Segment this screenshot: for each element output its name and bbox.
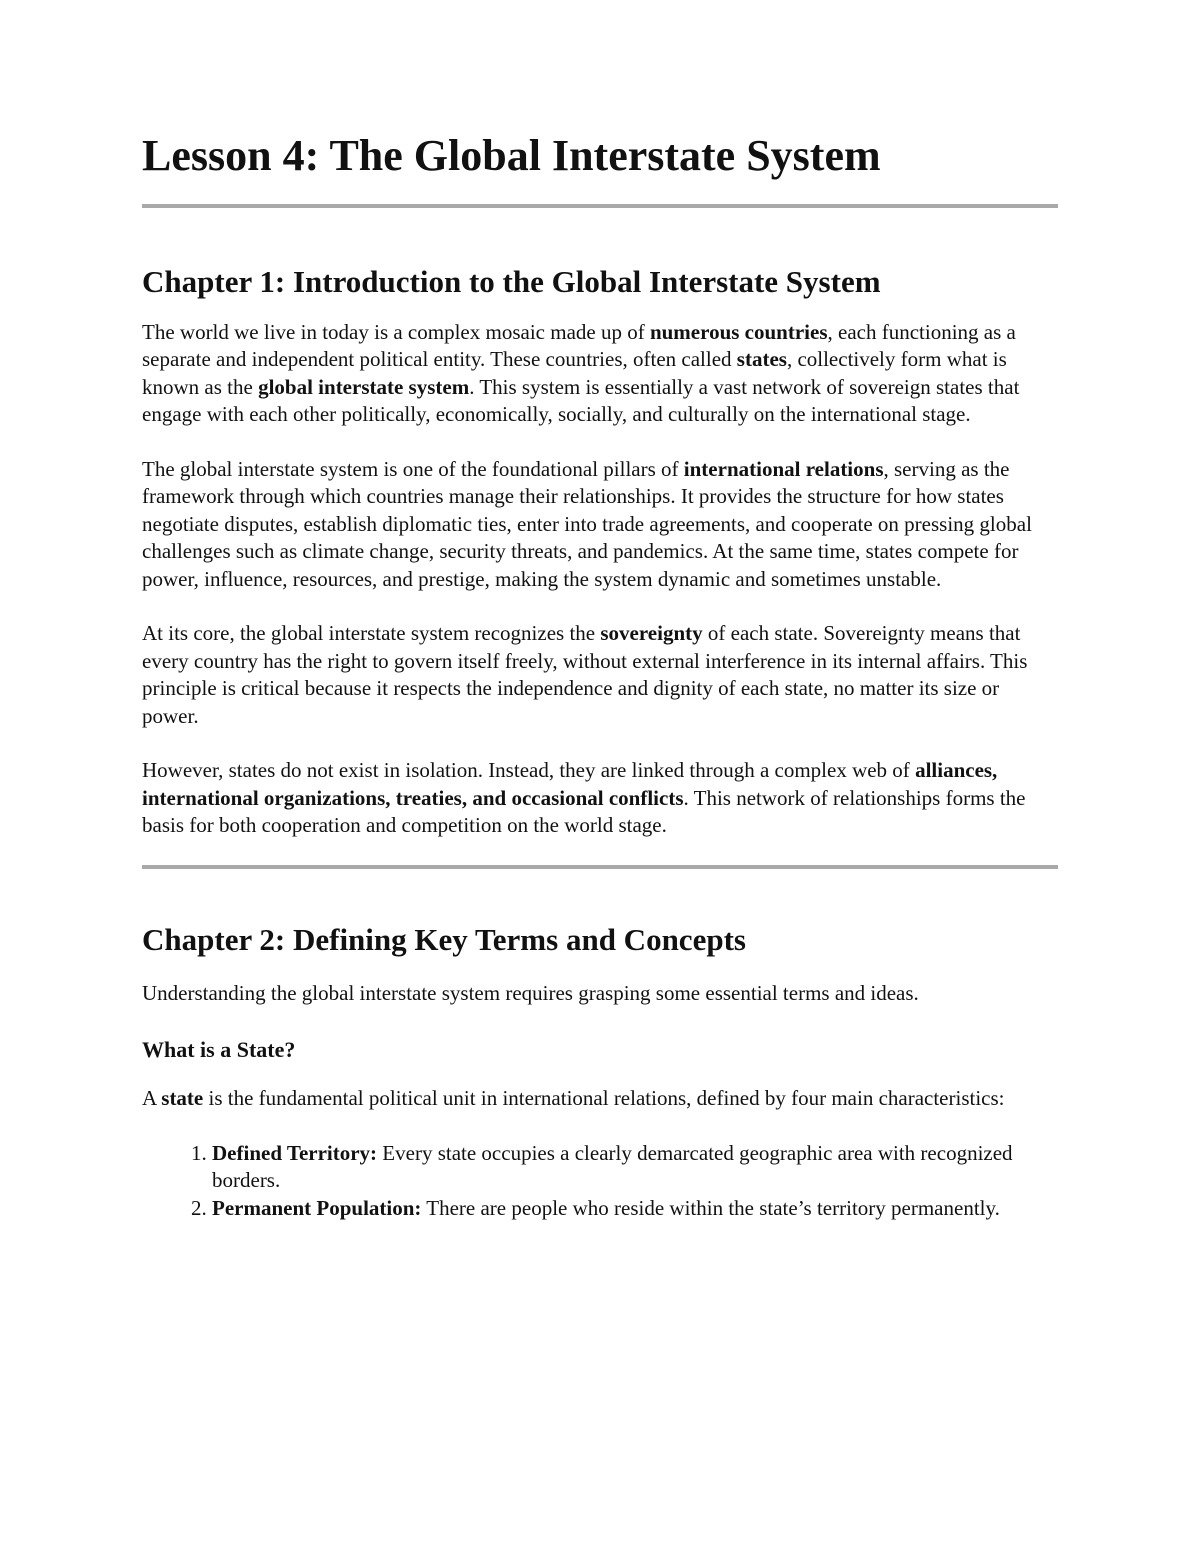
chapter-2-heading: Chapter 2: Defining Key Terms and Concepts (142, 921, 746, 957)
bold-term: alliances, international organizations, treaties, and occasional conflicts (142, 758, 998, 810)
chapter-1-heading: Chapter 1: Introduction to the Global Interstate System (142, 263, 881, 299)
bold-term: international relations (683, 456, 884, 481)
text-run: , collectively form what is known as the (142, 347, 1007, 399)
text-run: of each state. Sovereignty means that every country has the right to govern itself freely, without external interference in its internal affairs. This principle is critical because it respects the independence and dignity of each state, no matter its size or power. (142, 621, 1028, 728)
bold-term: sovereignty (600, 621, 703, 646)
chapter-1-paragraph-3 (142, 620, 1058, 730)
what-is-a-state-heading: What is a State? (142, 1036, 296, 1062)
chapter-2-section (142, 921, 1058, 1222)
list-item (212, 1140, 1058, 1195)
chapter-1-paragraph-2 (142, 456, 1058, 594)
list-item-term: Defined Territory: (212, 1140, 378, 1165)
text-run: A (142, 1086, 162, 1111)
text-run: At its core, the global interstate system recognizes the (142, 621, 601, 646)
lesson-title: Lesson 4: The Global Interstate System (142, 131, 881, 180)
text-run: , serving as the framework through which countries manage their relationships. It provides the structure for how states negotiate disputes, establish diplomatic ties, enter into trade agreements, and cooperate on pressing global challenges such as climate change, security threats, and pandemics. At the same time, states compete for power, influence, resources, and prestige, making the system dynamic and sometimes unstable. (142, 456, 1032, 591)
list-item-text: There are people who reside within the state’s territory permanently. (421, 1195, 1000, 1220)
chapter-2-intro: Understanding the global interstate system requires grasping some essential terms and ideas. (142, 981, 919, 1006)
text-run: , each functioning as a separate and independent political entity. These countries, often called (142, 319, 1016, 372)
state-definition (142, 1085, 1058, 1113)
text-run: . This system is essentially a vast network of sovereign states that engage with each other politically, economically, socially, and culturally on the international stage. (142, 374, 1020, 427)
list-item (212, 1195, 1058, 1223)
text-run: The global interstate system is one of the foundational pillars of (142, 456, 684, 481)
bold-term: global interstate system (258, 374, 470, 399)
chapter-1-section (142, 263, 1058, 840)
bold-term: numerous countries (649, 319, 828, 344)
chapter-1-paragraph-1 (142, 319, 1058, 429)
list-item-term: Permanent Population: (212, 1195, 422, 1220)
horizontal-divider (142, 204, 1058, 208)
list-item-text: Every state occupies a clearly demarcated geographic area with recognized borders. (212, 1140, 1013, 1193)
bold-term: states (736, 347, 787, 372)
state-characteristics-list (142, 1140, 1058, 1223)
chapter-1-paragraph-4 (142, 757, 1058, 840)
horizontal-divider (142, 865, 1058, 869)
text-run: . This network of relationships forms the basis for both cooperation and competition on the world stage. (142, 785, 1026, 838)
bold-term: state (161, 1086, 204, 1111)
text-run: However, states do not exist in isolation. Instead, they are linked through a complex web of (142, 758, 916, 783)
text-run: The world we live in today is a complex mosaic made up of (142, 319, 650, 344)
text-run: is the fundamental political unit in international relations, defined by four main characteristics: (203, 1086, 1005, 1111)
